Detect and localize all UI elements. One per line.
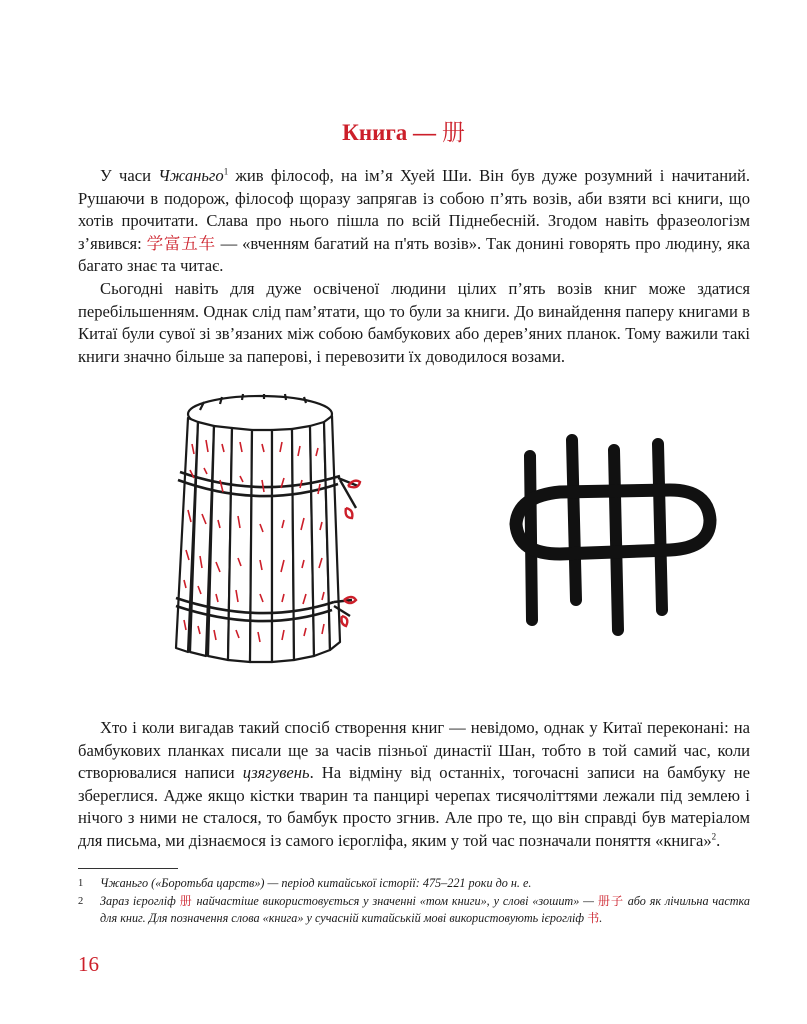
fn2-char-book: 册 [179, 893, 193, 908]
footnote-ref-1[interactable]: 1 [223, 166, 229, 177]
footnote-number: 1 [78, 878, 84, 889]
figures [0, 380, 807, 700]
fn2-char-shu: 书 [587, 911, 600, 925]
fn2-char-notebook: 册子 [597, 893, 624, 908]
footnotes [78, 875, 750, 928]
p1-text-a: У часи [100, 166, 159, 185]
p3-text-a: Хто і коли вигадав такий спосіб створення книг — невідомо, однак у Китаї переконані: на бамбукових планках писали ще за часів пізньої династії Шан, тобто в той самий час, коли створювалися написи [78, 718, 750, 783]
title-character: 册 [441, 120, 465, 145]
page-number: 16 [78, 952, 99, 976]
p1-text-c: — «вченням багатий на п'ять возів». Так донині говорять про людину, яка багато знає та читає. [78, 233, 750, 276]
p3-text-c: . [716, 830, 721, 850]
fn2-text-d: . [599, 911, 603, 925]
footnote-divider [78, 868, 178, 869]
era-term: Чжаньго [158, 166, 224, 185]
page-title [0, 114, 807, 147]
footnote-2 [78, 893, 750, 928]
paragraph-1 [78, 165, 750, 278]
paragraph-3 [78, 717, 750, 853]
paragraph-2: Сьогодні навіть для дуже освіченої людини цілих п’ять возів книг може здатися перебільшенням. Однак слід пам’ятати, що то були за книги. До винайдення паперу книгами в Китаї були сувої зі зв’язаних між собою бамбукових або дерев’яних планок. Тому важили такі книги значно більше за паперові, і перевозити їх доводилося возами. [78, 278, 750, 366]
footnote-number: 2 [78, 895, 84, 907]
idiom-characters: 学富五车 [146, 233, 216, 253]
footnote-ref-2[interactable]: 2 [711, 831, 717, 842]
oracle-bone-term: цзягувень [242, 763, 310, 783]
fn2-text-b: найчастіше використовується у значенні «том книги», у слові «зошит» — [192, 893, 598, 908]
fn2-text-a: Зараз ієрогліф [100, 893, 180, 908]
bottom-text-block [78, 717, 750, 853]
fn2-text-c: або як лічильна частка для книг. Для позначення слова «книга» у сучасній китайській мові використовують ієрогліф [100, 893, 751, 925]
top-text-block [78, 165, 750, 368]
p1-text-b: жив філософ, на ім’я Хуей Ши. Він був дуже розумний і начитаний. Рушаючи в подорож, філософ щоразу запрягав із собою п’ять возів, аби взяти всі книги, що хотів прочитати. Слава про нього пішла по всій Піднебесній. Згодом навіть фразеологізм з’явився: [78, 166, 750, 253]
footnote-1 [78, 875, 750, 893]
footnote-text [100, 893, 750, 928]
title-text: Книга — [342, 120, 442, 145]
p3-text-b: . На відміну від останніх, тогочасні записи на бамбуку не збереглися. Адже якщо кістки тварин та панцирі черепах тисячоліттями лежали під землею і нічого з ними не сталося, то бамбук просто згнив. Але про те, що він справді був матеріалом для письма, ми дізнаємося із самого ієрогліфа, яким у той час позначали поняття «книга» [78, 763, 750, 850]
footnote-text: Чжаньго («Боротьба царств») — період китайської історії: 475–221 роки до н. е. [100, 876, 532, 890]
ancient-book-character-illustration [490, 420, 730, 660]
